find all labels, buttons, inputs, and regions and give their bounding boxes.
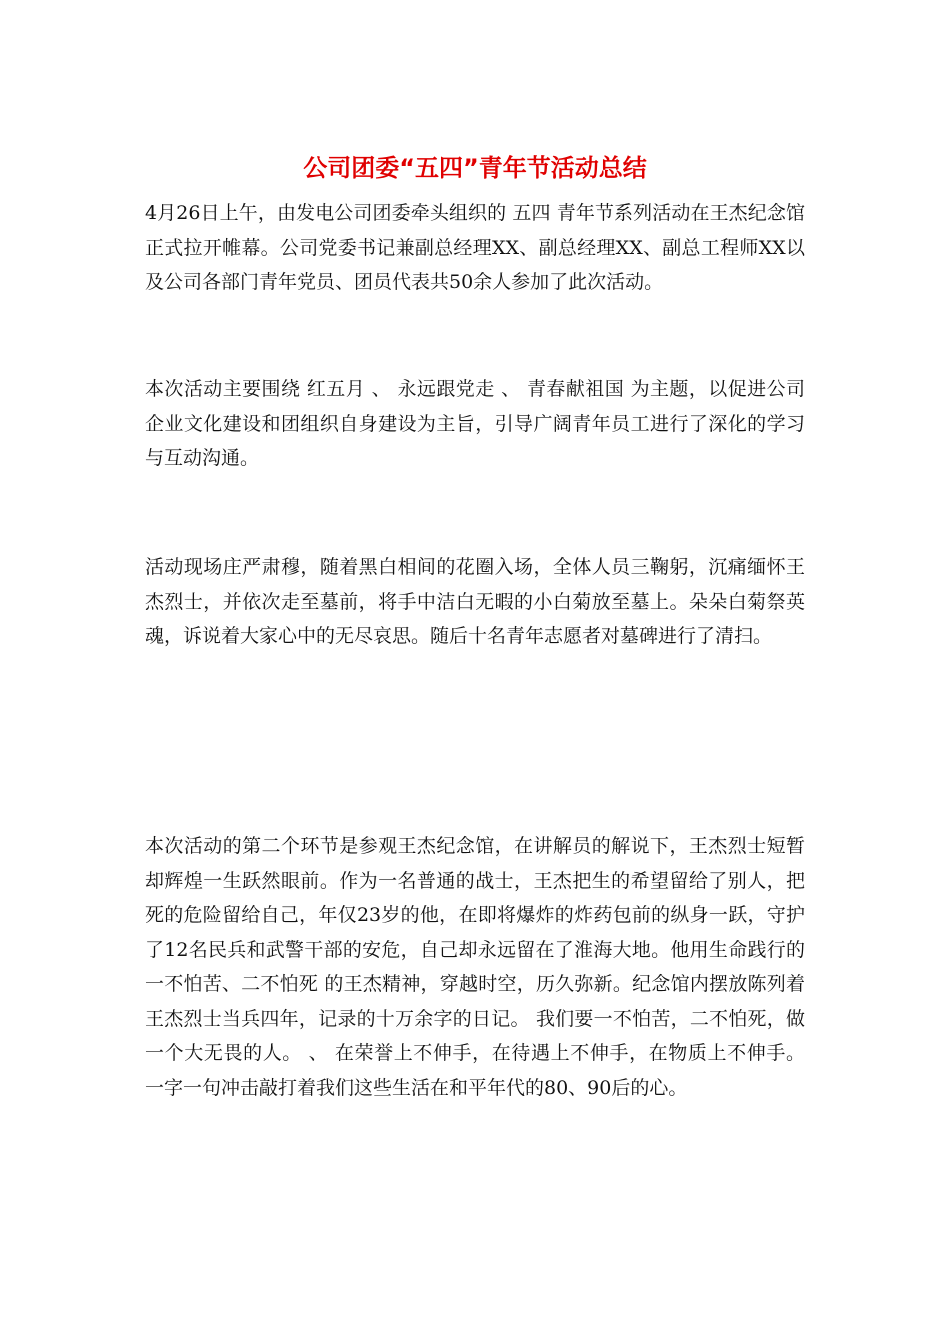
document-title: 公司团委“五四”青年节活动总结 [303,154,647,182]
paragraph-intro: 4月26日上午，由发电公司团委牵头组织的 五四 青年节系列活动在王杰纪念馆正式拉开帷幕。公司党委书记兼副总经理XX、副总经理XX、副总工程师XX以及公司各部门青年党员、团员代表共50余人参加了此次活动。 [145,202,805,293]
paragraph-theme: 本次活动主要围绕 红五月 、 永远跟党走 、 青春献祖国 为主题，以促进公司企业文化建设和团组织自身建设为主旨，引导广阔青年员工进行了深化的学习与互动沟通。 [145,378,805,469]
paragraph-memorial-ceremony: 活动现场庄严肃穆，随着黑白相间的花圈入场，全体人员三鞠躬，沉痛缅怀王杰烈士，并依次走至墓前，将手中洁白无暇的小白菊放至墓上。朵朵白菊祭英魂，诉说着大家心中的无尽哀思。随后十名青年志愿者对墓碑进行了清扫。 [145,556,805,647]
paragraph-museum-visit: 本次活动的第二个环节是参观王杰纪念馆，在讲解员的解说下，王杰烈士短暂却辉煌一生跃然眼前。作为一名普通的战士，王杰把生的希望留给了别人，把死的危险留给自己，年仅23岁的他，在即将爆炸的炸药包前的纵身一跃，守护了12名民兵和武警干部的安危，自己却永远留在了淮海大地。他用生命践行的 一不怕苦、二不怕死 的王杰精神，穿越时空，历久弥新。纪念馆内摆放陈列着王杰烈士当兵四年，记录的十万余字的日记。 我们要一不怕苦，二不怕死，做一个大无畏的人。 、 在荣誉上不伸手，在待遇上不伸手，在物质上不伸手。 一字一句冲击敲打着我们这些生活在和平年代的80、90后的心。 [145,835,805,1099]
